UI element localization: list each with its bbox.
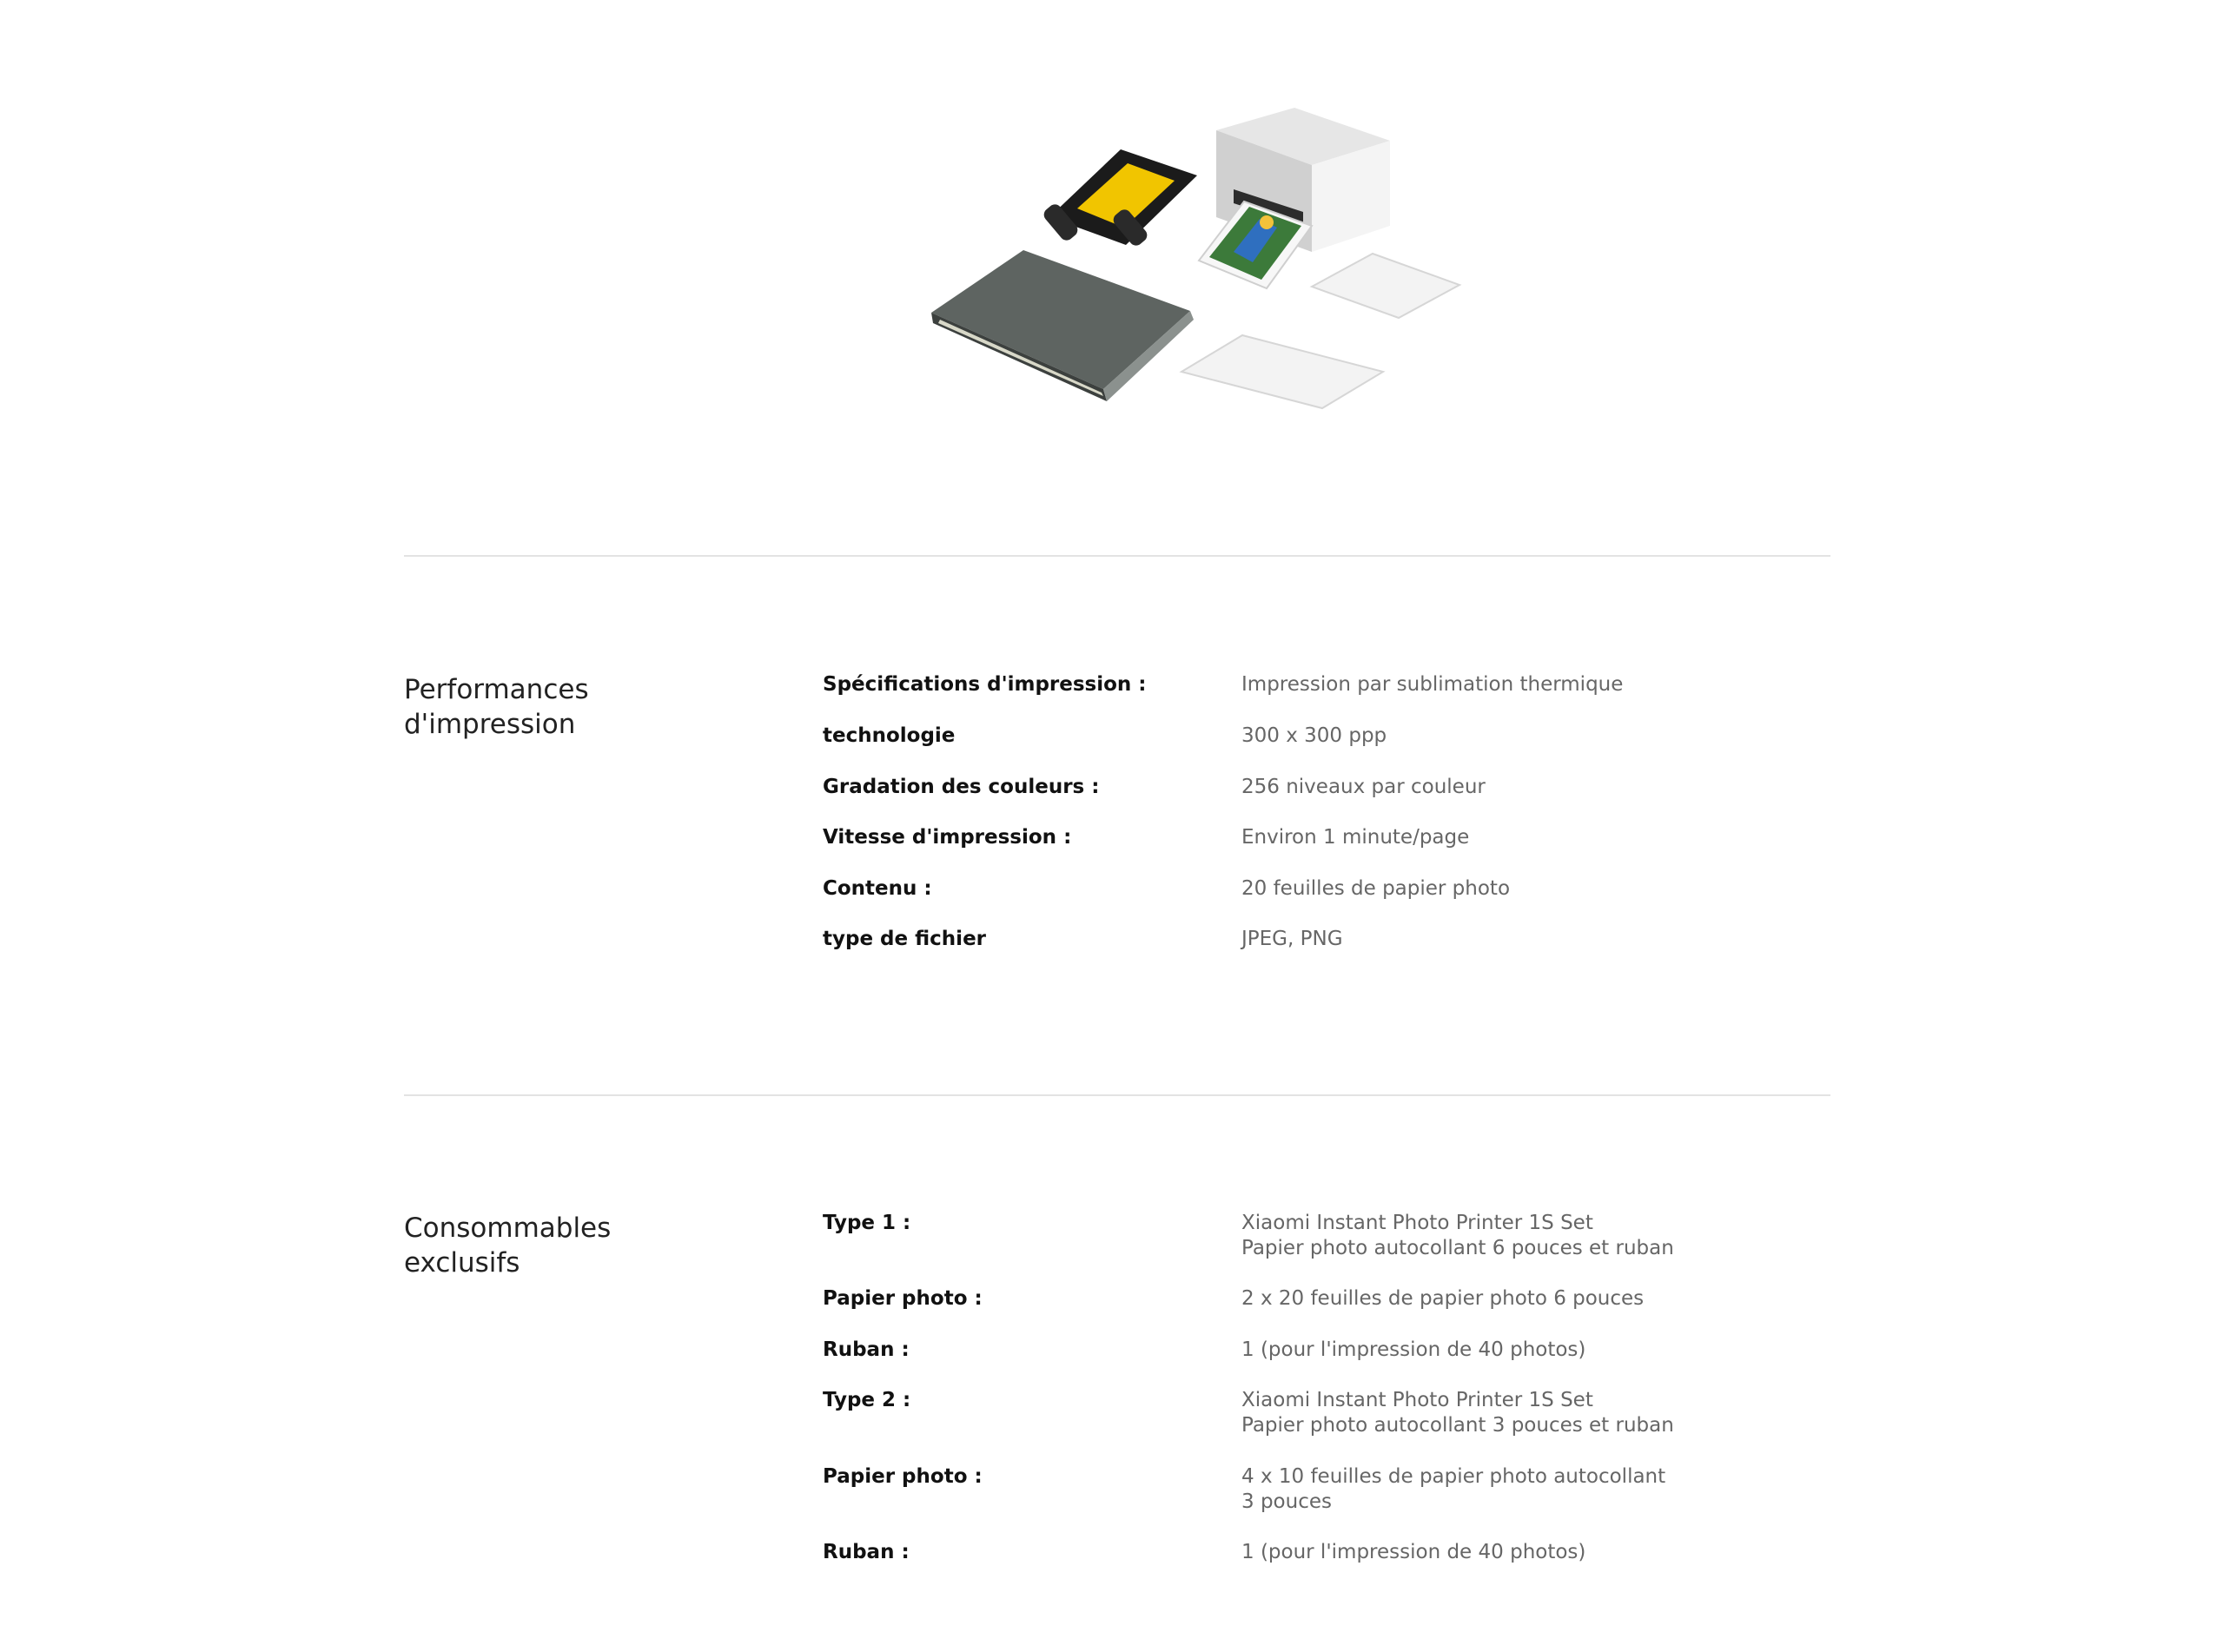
spec-label: Type 1 : (823, 1212, 911, 1234)
spec-label: Gradation des couleurs : (823, 776, 1100, 798)
spec-label: Type 2 : (823, 1389, 911, 1411)
spec-label: technologie (823, 724, 956, 747)
spec-label: Vitesse d'impression : (823, 826, 1072, 849)
spec-value: 1 (pour l'impression de 40 photos) (1241, 1338, 1586, 1361)
photo-paper-image (1182, 254, 1460, 408)
spec-value: JPEG, PNG (1241, 928, 1343, 950)
section-divider (404, 1094, 1830, 1096)
section-divider (404, 555, 1830, 557)
product-image (921, 96, 1477, 460)
spec-label: type de fichier (823, 928, 987, 950)
spec-value: Xiaomi Instant Photo Printer 1S Set Papier photo autocollant 3 pouces et ruban (1241, 1389, 1674, 1437)
spec-value: Impression par sublimation thermique (1241, 673, 1624, 696)
spec-label: Papier photo : (823, 1287, 983, 1310)
spec-value: 256 niveaux par couleur (1241, 776, 1486, 798)
spec-value: 4 x 10 feuilles de papier photo autocollant 3 pouces (1241, 1465, 1666, 1513)
photo-album-image (931, 250, 1194, 401)
spec-value: Xiaomi Instant Photo Printer 1S Set Papier photo autocollant 6 pouces et ruban (1241, 1212, 1674, 1259)
spec-label: Spécifications d'impression : (823, 673, 1147, 696)
section-title: Performances d'impression (404, 674, 589, 740)
spec-value: 300 x 300 ppp (1241, 724, 1387, 747)
spec-value: Environ 1 minute/page (1241, 826, 1470, 849)
spec-value: 1 (pour l'impression de 40 photos) (1241, 1541, 1586, 1563)
spec-label: Papier photo : (823, 1465, 983, 1488)
spec-label: Contenu : (823, 877, 932, 900)
spec-label: Ruban : (823, 1541, 910, 1563)
spec-value: 20 feuilles de papier photo (1241, 877, 1511, 900)
spec-value: 2 x 20 feuilles de papier photo 6 pouces (1241, 1287, 1645, 1310)
section-title: Consommables exclusifs (404, 1213, 612, 1279)
spec-label: Ruban : (823, 1338, 910, 1361)
ink-cartridge-image (1041, 149, 1197, 248)
